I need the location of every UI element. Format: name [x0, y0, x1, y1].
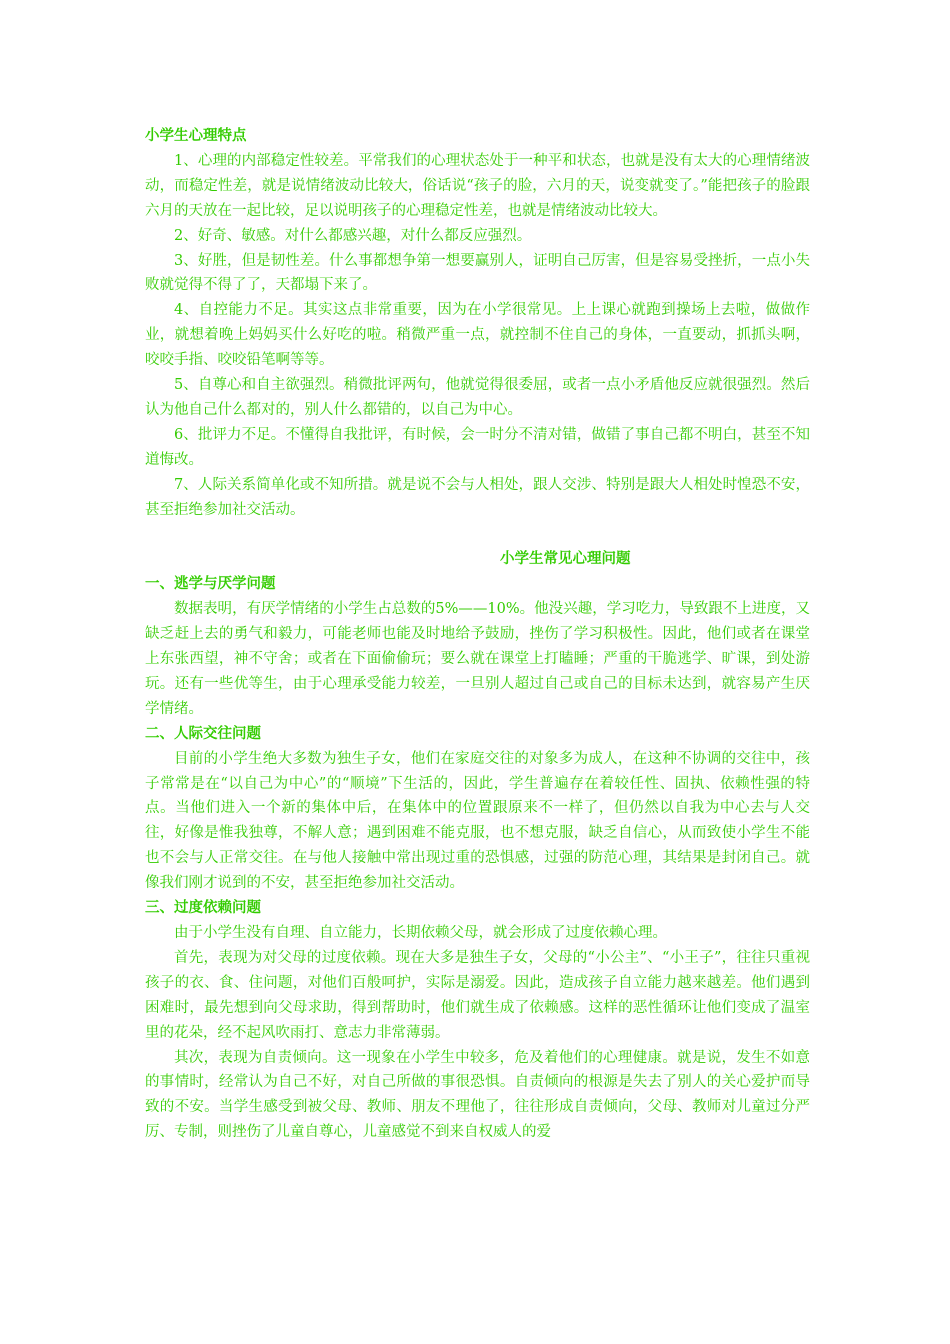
section-title-characteristics: 小学生心理特点 [145, 128, 247, 144]
paragraph: 由于小学生没有自理、自立能力，长期依赖父母，就会形成了过度依赖心理。 [174, 924, 667, 941]
paragraph: 4、自控能力不足。其实这点非常重要，因为在小学很常见。上上课心就跑到操场上去啦，做做作业，就想着晚上妈妈买什么好吃的啦。稍微严重一点，就控制不住自己的身体，一直要动，抓抓头啊，咬咬手指、咬咬铅笔啊等等。 [145, 302, 810, 369]
paragraph: 目前的小学生绝大多数为独生子女，他们在家庭交往的对象多为成人，在这种不协调的交往中，孩子常常是在“以自己为中心”的“顺境”下生活的，因此，学生普遍存在着较任性、固执、依赖性强的特点。当他们进入一个新的集体中后，在集体中的位置跟原来不一样了，但仍然以自我为中心去与人交往，好像是惟我独尊，不解人意；遇到困难不能克服，也不想克服，缺乏自信心，从而致使小学生不能也不会与人正常交往。在与他人接触中常出现过重的恐惧感，过强的防范心理，其结果是封闭自己。就像我们刚才说到的不安，甚至拒绝参加社交活动。 [145, 750, 810, 892]
section-title-common-problems: 小学生常见心理问题 [500, 551, 631, 568]
paragraph: 2、好奇、敏感。对什么都感兴趣，对什么都反应强烈。 [174, 227, 532, 244]
paragraph: 7、人际关系简单化或不知所措。就是说不会与人相处，跟人交涉、特别是跟大人相处时惶恐不安，甚至拒绝参加社交活动。 [145, 476, 810, 518]
paragraph: 3、好胜，但是韧性差。什么事都想争第一想要赢别人，证明自己厉害，但是容易受挫折，一点小失败就觉得不得了了，天都塌下来了。 [145, 252, 810, 294]
paragraph: 首先，表现为对父母的过度依赖。现在大多是独生子女，父母的“小公主”、“小王子”，往往只重视孩子的衣、食、住问题，对他们百般呵护，实际是溺爱。因此，造成孩子自立能力越来越差。他们遇到困难时，最先想到向父母求助，得到帮助时，他们就生成了依赖感。这样的恶性循环让他们变成了温室里的花朵，经不起风吹雨打、意志力非常薄弱。 [145, 949, 810, 1041]
paragraph: 数据表明，有厌学情绪的小学生占总数的5%——10%。他没兴趣，学习吃力，导致跟不上进度，又缺乏赶上去的勇气和毅力，可能老师也能及时地给予鼓励，挫伤了学习积极性。因此，他们或者在课堂上东张西望，神不守舍；或者在下面偷偷玩；要么就在课堂上打瞌睡；严重的干脆逃学、旷课，到处游玩。还有一些优等生，由于心理承受能力较差，一旦别人超过自己或自己的目标未达到，就容易产生厌学情绪。 [145, 601, 810, 717]
subsection-heading-truancy: 一、逃学与厌学问题 [145, 576, 276, 593]
paragraph: 其次，表现为自责倾向。这一现象在小学生中较多，危及着他们的心理健康。就是说，发生不如意的事情时，经常认为自己不好，对自己所做的事很恐惧。自责倾向的根源是失去了别人的关心爱护而导致的不安。当学生感受到被父母、教师、朋友不理他了，往往形成自责倾向，父母、教师对儿童过分严厉、专制，则挫伤了儿童自尊心，儿童感觉不到来自权威人的爱 [145, 1049, 810, 1141]
subsection-heading-dependence: 三、过度依赖问题 [145, 900, 261, 917]
paragraph: 6、批评力不足。不懂得自我批评，有时候，会一时分不清对错，做错了事自己都不明白，甚至不知道悔改。 [145, 426, 810, 468]
paragraph: 5、自尊心和自主欲强烈。稍微批评两句，他就觉得很委屈，或者一点小矛盾他反应就很强烈。然后认为他自己什么都对的，别人什么都错的，以自己为中心。 [145, 377, 810, 418]
subsection-heading-interpersonal: 二、人际交往问题 [145, 725, 261, 742]
document-body [145, 124, 810, 1145]
blank-line [145, 523, 810, 548]
paragraph: 1、心理的内部稳定性较差。平常我们的心理状态处于一种平和状态，也就是没有太大的心理情绪波动，而稳定性差，就是说情绪波动比较大，俗话说“孩子的脸，六月的天，说变就变了。”能把孩子的脸跟六月的天放在一起比较，足以说明孩子的心理稳定性差，也就是情绪波动比较大。 [145, 152, 810, 219]
